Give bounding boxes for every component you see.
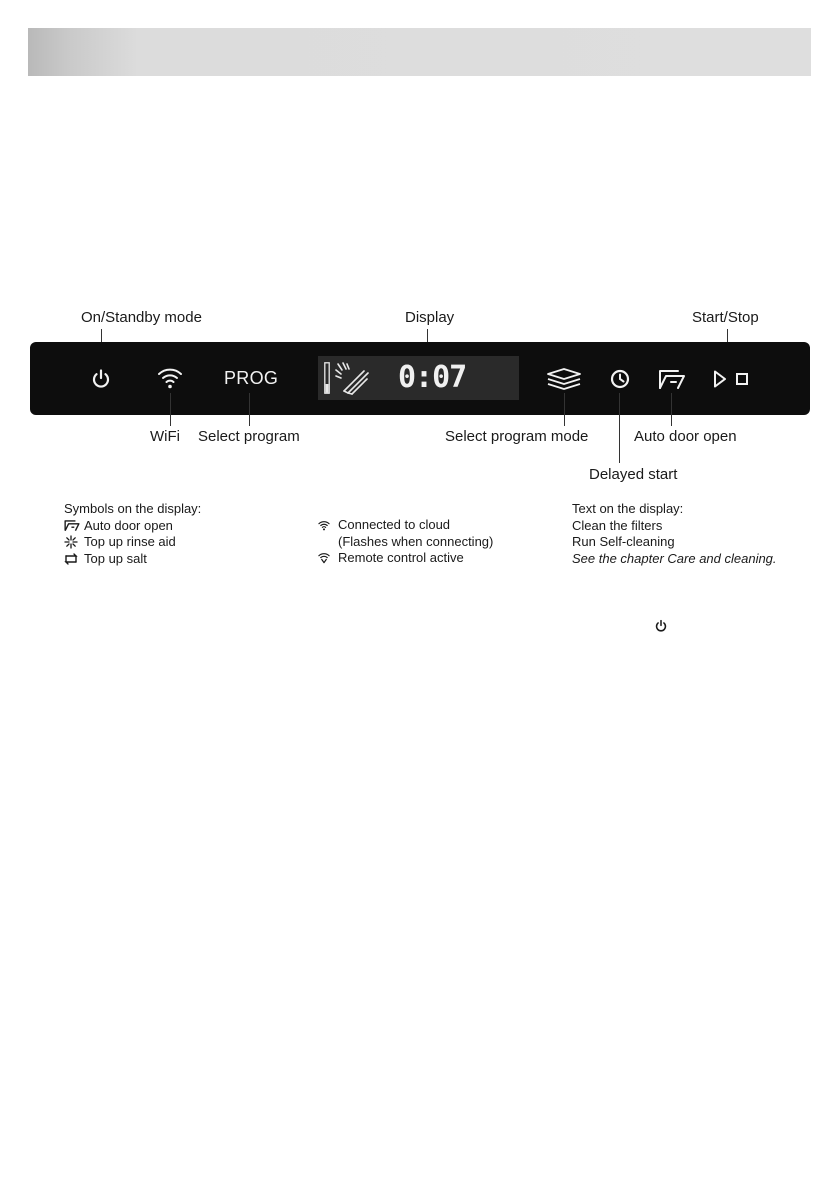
display-bar-indicator <box>324 362 330 394</box>
symbols-column-2 <box>318 517 493 567</box>
list-item: Remote control active <box>318 550 493 567</box>
spray-program-icon <box>334 361 370 395</box>
auto-door-open-button[interactable] <box>658 368 686 390</box>
symbols-column-1 <box>64 501 201 567</box>
program-mode-button[interactable] <box>546 367 582 391</box>
callout-wifi: WiFi <box>150 428 180 445</box>
list-item: Run Self-cleaning <box>572 534 675 549</box>
chapter-reference: See the chapter Care and cleaning. <box>572 550 777 566</box>
callout-select-program: Select program <box>198 428 300 445</box>
callout-auto-door: Auto door open <box>634 428 737 445</box>
power-button[interactable] <box>90 368 112 390</box>
rinse-aid-icon <box>64 535 84 549</box>
callout-program-mode: Select program mode <box>445 428 589 445</box>
symbols-heading: Symbols on the display: <box>64 501 202 516</box>
callout-start-stop: Start/Stop <box>692 309 759 326</box>
cloud-wifi-icon <box>318 520 338 531</box>
list-item: (Flashes when connecting) <box>338 533 494 549</box>
power-icon <box>90 368 112 390</box>
list-item: Top up rinse aid <box>64 534 201 551</box>
leader-program-mode <box>564 393 565 426</box>
wifi-button[interactable] <box>157 366 183 390</box>
wifi-icon <box>157 366 183 390</box>
list-item: Auto door open <box>64 518 201 535</box>
remote-control-icon <box>318 552 338 564</box>
list-item: Connected to cloud <box>318 517 493 534</box>
display-text-column <box>572 501 777 567</box>
power-icon <box>654 619 668 633</box>
salt-icon <box>64 552 84 566</box>
door-open-icon <box>64 519 84 532</box>
leader-select-program <box>249 393 250 426</box>
display-text-heading: Text on the display: <box>572 501 684 516</box>
list-item: Top up salt <box>64 551 201 568</box>
delayed-start-button[interactable] <box>609 368 631 390</box>
clock-icon <box>609 368 631 390</box>
callout-delayed-start: Delayed start <box>589 466 678 483</box>
leader-delayed-start <box>619 393 620 463</box>
play-stop-icon <box>712 369 750 389</box>
list-item: Clean the filters <box>572 517 663 533</box>
layers-icon <box>546 367 582 391</box>
leader-auto-door <box>671 393 672 426</box>
callout-display: Display <box>405 309 455 326</box>
prog-button[interactable]: PROG <box>224 368 279 388</box>
start-stop-button[interactable] <box>712 369 750 389</box>
display-time: 0:07 <box>398 360 467 395</box>
door-open-icon <box>658 368 686 390</box>
callout-standby: On/Standby mode <box>81 309 202 326</box>
header-bar <box>28 28 811 76</box>
leader-wifi <box>170 393 171 426</box>
